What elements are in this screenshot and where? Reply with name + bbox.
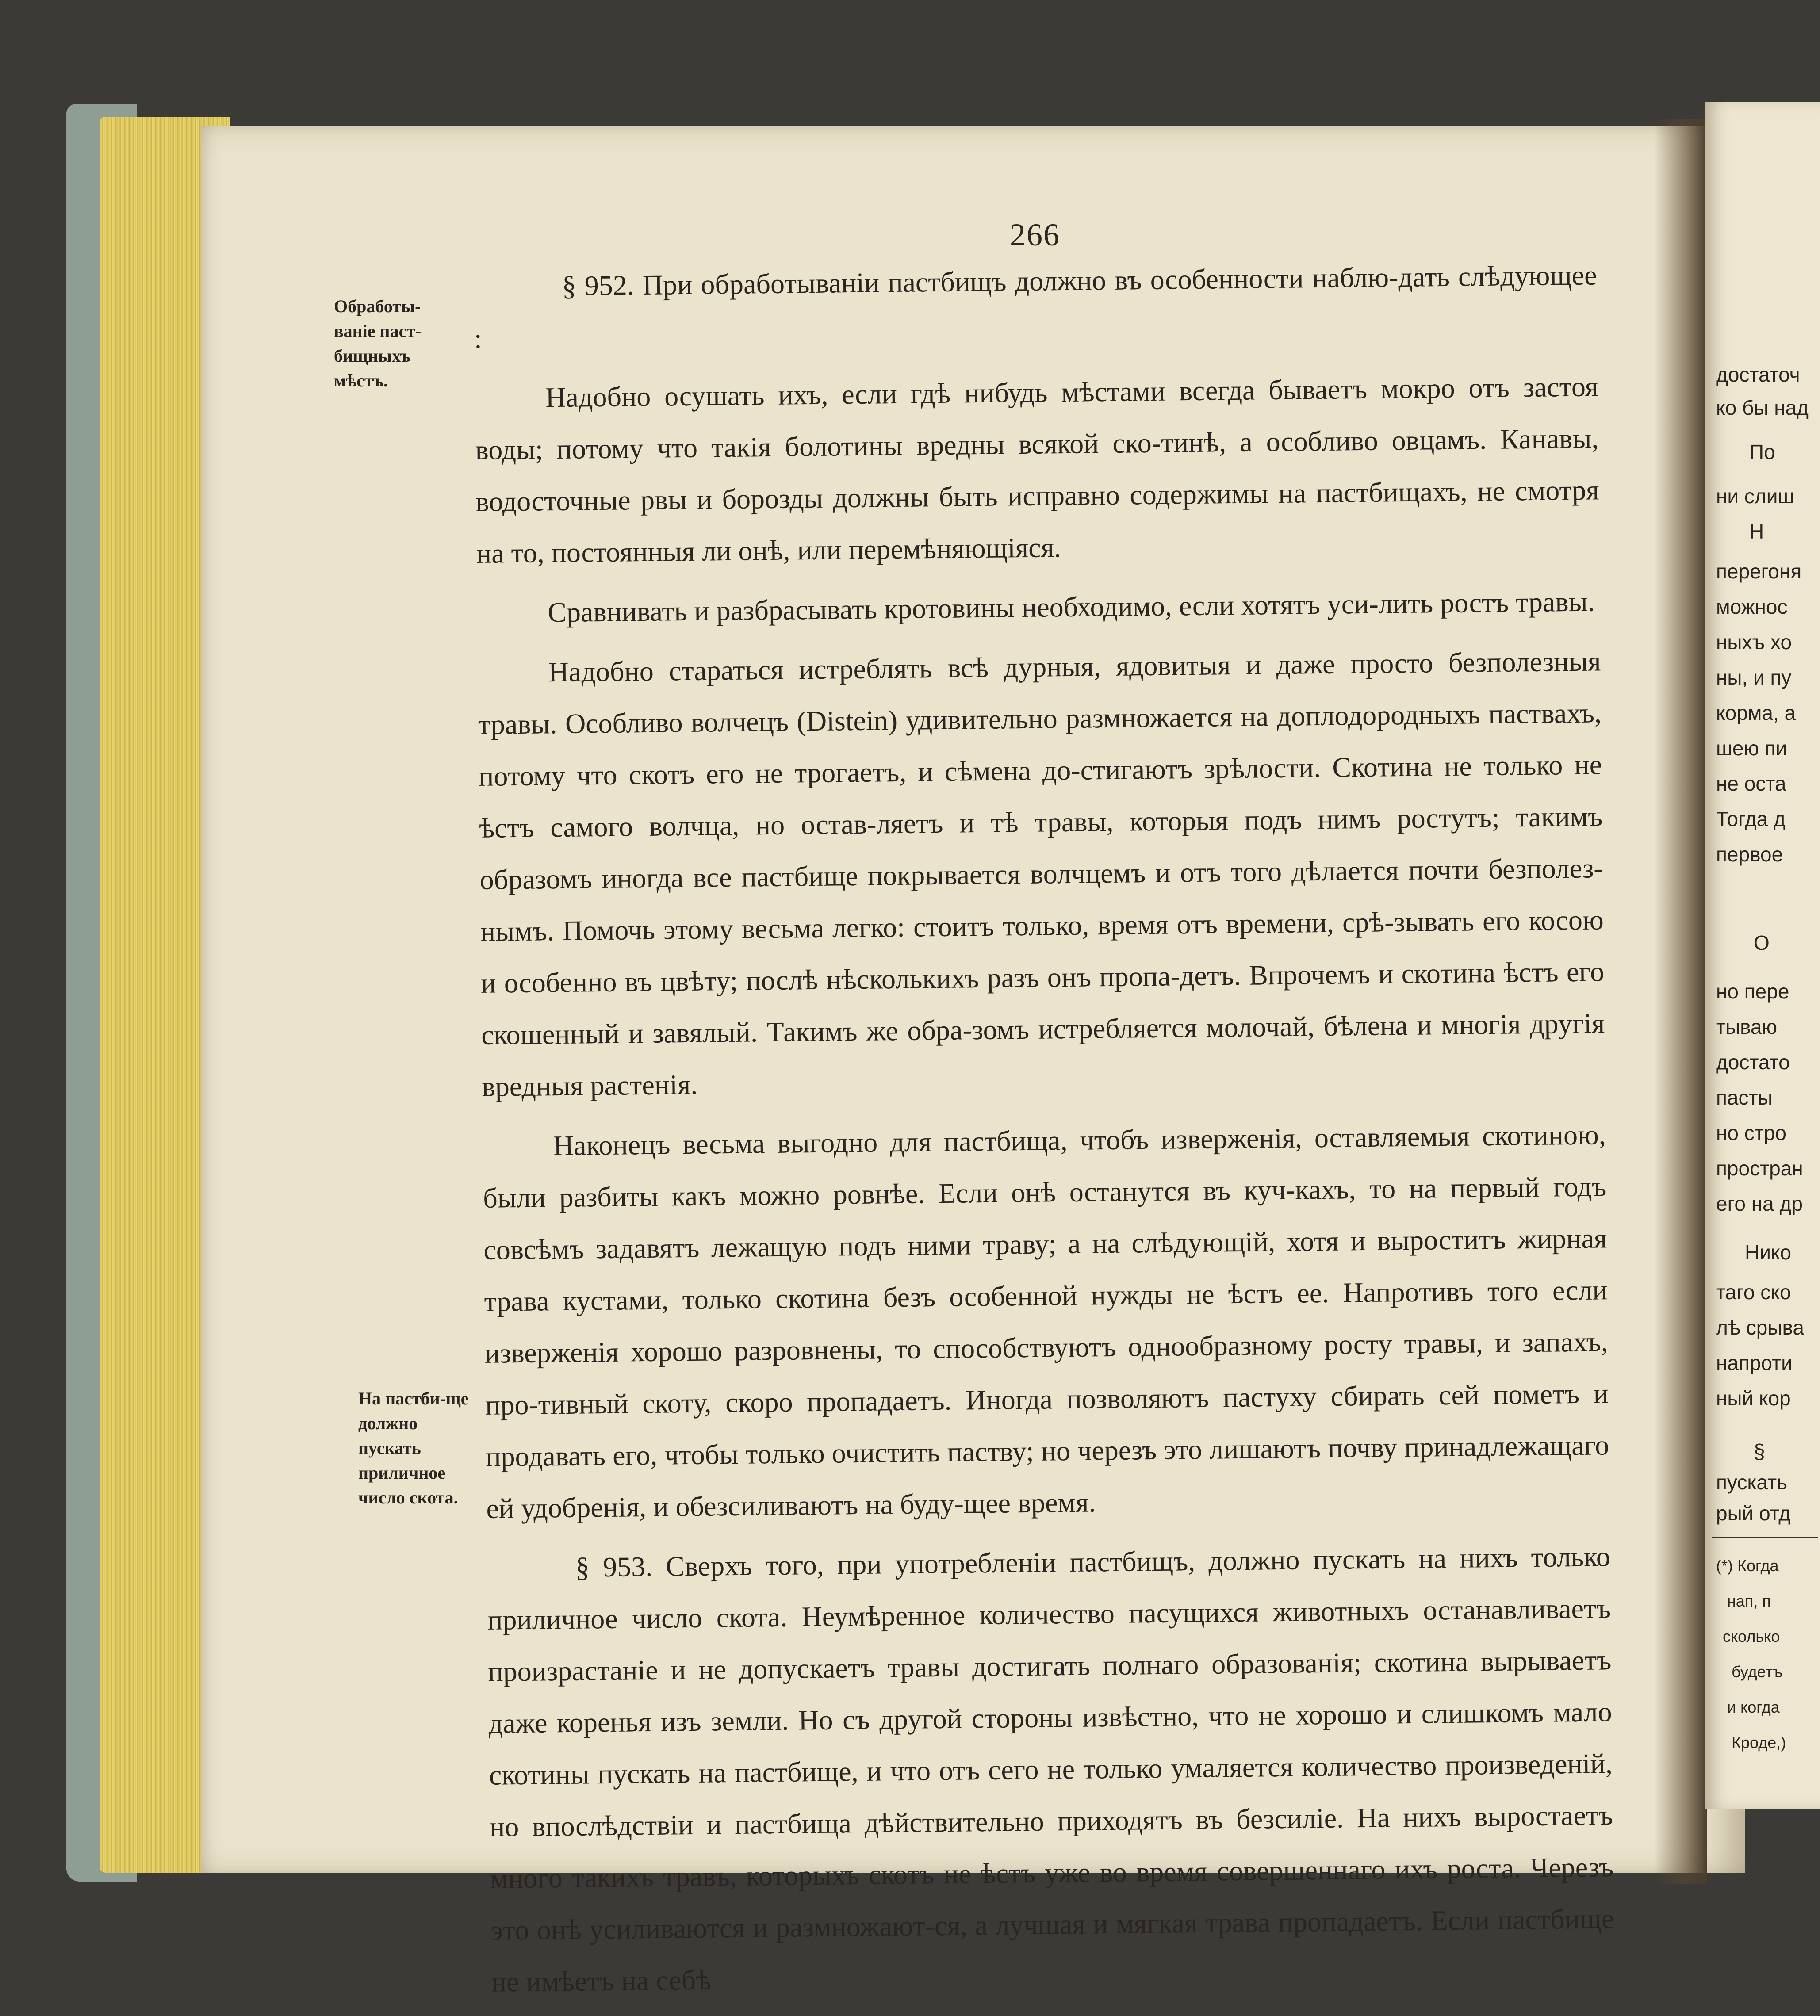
paragraph-section-952: § 952. При обработываніи пастбищъ должно въ особенности наблю-дать слѣдующее : [474, 259, 1597, 354]
paragraph-section-953: § 953. Сверхъ того, при употребленіи пастбищъ, должно пускать на нихъ только приличное число скота. Неумѣренное количество пасущихся животныхъ останавливаетъ произрастаніе и не допускаетъ травы достигать полнаго образованія; скотина вырываетъ даже коренья изъ земли. Но съ другой стороны извѣстно, что не хорошо и слишкомъ мало скотины пускать на пастбище, и что отъ сего не только умаляется количество произведеній, но впослѣдствіи и пастбища дѣйствительно приходятъ въ безсиліе. На нихъ выростаетъ много такихъ травъ, которыхъ скотъ не ѣстъ уже во время совершеннаго ихъ роста. Черезъ это онѣ усиливаются и размножают-ся, а лучшая и мягкая трава пропадаетъ. Если пастбище не имѣетъ на себѣ [487, 1541, 1614, 1998]
right-page-line: корма, а [1716, 701, 1796, 724]
right-page-line: не оста [1716, 772, 1786, 795]
right-page-line: ни слиш [1716, 485, 1794, 508]
page-number: 266 [1010, 217, 1060, 252]
right-page-line: ный кор [1716, 1387, 1791, 1410]
right-page-line: Нико [1745, 1241, 1792, 1264]
right-page-line: § [1754, 1440, 1765, 1463]
footnote-rule [1712, 1537, 1818, 1538]
right-page-footnote-line: и когда [1727, 1698, 1780, 1716]
right-page-line: его на др [1716, 1192, 1803, 1215]
right-page-line: можнос [1716, 595, 1788, 618]
body-text [473, 249, 1615, 2016]
right-page-footnote-line: нап, п [1727, 1592, 1771, 1610]
right-page-line: лѣ срыва [1716, 1316, 1804, 1339]
paragraph-drainage: Надобно осушать ихъ, если гдѣ нибудь мѣстами всегда бываетъ мокро отъ застоя воды; потому что такія болотины вредны всякой ско-тинѣ, а особливо овцамъ. Канавы, водосточные рвы и борозды должны быть исправно содержимы на пастбищахъ, не смотря на то, постоянныя ли онѣ, или перемѣняющіяся. [475, 371, 1599, 569]
right-page-fragment [1705, 102, 1820, 1809]
right-page-line: рый отд [1716, 1502, 1791, 1525]
right-page-line: первое [1716, 843, 1783, 866]
right-page-footnote-line: будетъ [1732, 1663, 1783, 1681]
right-page-line: ныхъ хо [1716, 631, 1792, 654]
right-page-line: напроти [1716, 1351, 1793, 1374]
margin-note-pasture-cultivation: Обработы-ваніе паст-бищныхъ мѣстъ. [334, 296, 421, 390]
right-page-line: Тогда д [1716, 807, 1786, 830]
right-page-line: простран [1716, 1157, 1803, 1180]
book-gutter-shadow [1654, 119, 1707, 1884]
right-page-line: По [1749, 440, 1775, 463]
right-page-line: достаточ [1716, 363, 1800, 386]
right-page-line: шею пи [1716, 737, 1787, 760]
paragraph-molehills: Сравнивать и разбрасывать кротовины необходимо, если хотятъ уси-лить ростъ травы. [547, 585, 1595, 628]
right-page-line: но стро [1716, 1121, 1787, 1144]
right-page-line: Н [1749, 520, 1764, 543]
right-page-line: пускать [1716, 1471, 1788, 1494]
paragraph-weeds: Надобно стараться истреблять всѣ дурныя, ядовитыя и даже просто безполезныя травы. Особливо волчецъ (Distein) удивительно размножается на доплодородныхъ паствахъ, потому что скотъ его не трогаетъ, и сѣмена до-стигаютъ зрѣлости. Скотина не только не ѣстъ самого волчца, но остав-ляетъ и тѣ травы, которыя подъ нимъ ростутъ; такимъ образомъ иногда все пастбище покрывается волчцемъ и отъ того дѣлается почти безполез-нымъ. Помочь этому весьма легко: стоитъ только, время отъ времени, срѣ-зывать его косою и особенно въ цвѣту; послѣ нѣсколькихъ разъ онъ пропа-детъ. Впрочемъ и скотина ѣстъ его скошенный и завялый. Такимъ же обра-зомъ истребляется молочай, бѣлена и многія другія вредныя растенія. [478, 645, 1605, 1102]
right-page-line: достато [1716, 1051, 1790, 1074]
right-page-line: но пере [1716, 980, 1789, 1003]
right-page-line: О [1754, 931, 1770, 954]
right-page-footnote-line: Кроде,) [1732, 1733, 1786, 1752]
right-page-footnote-line: сколько [1723, 1627, 1780, 1645]
right-page-line: ко бы над [1716, 396, 1809, 419]
right-page-line: таго ско [1716, 1281, 1791, 1304]
right-page-line: пасты [1716, 1086, 1773, 1109]
right-page-footnote-line: (*) Когда [1716, 1557, 1779, 1575]
right-page-line: тываю [1716, 1015, 1778, 1038]
right-page-line: ны, и пу [1716, 666, 1792, 689]
margin-note-livestock-count: На пастби-ще должно пускать приличное число скота. [358, 1389, 469, 1507]
right-page-line: перегоня [1716, 560, 1802, 583]
paragraph-manure: Наконецъ весьма выгодно для пастбища, чтобъ изверженія, оставляемыя скотиною, были разбиты какъ можно ровнѣе. Если онѣ останутся въ куч-кахъ, то на первый годъ совсѣмъ задавятъ лежащую подъ ними траву; а на слѣдующій, хотя и выроститъ жирная трава кустами, только скотина безъ особенной нужды не ѣстъ ее. Напротивъ того если изверженія хорошо разровнены, то способствуютъ однообразному росту травы, и запахъ, про-тивный скоту, скоро пропадаетъ. Иногда позволяютъ пастуху сбирать сей пометъ и продавать его, чтобы только очистить паству; но черезъ это лишаютъ почву принадлежащаго ей удобренія, и обезсиливаютъ на буду-щее время. [483, 1119, 1609, 1524]
